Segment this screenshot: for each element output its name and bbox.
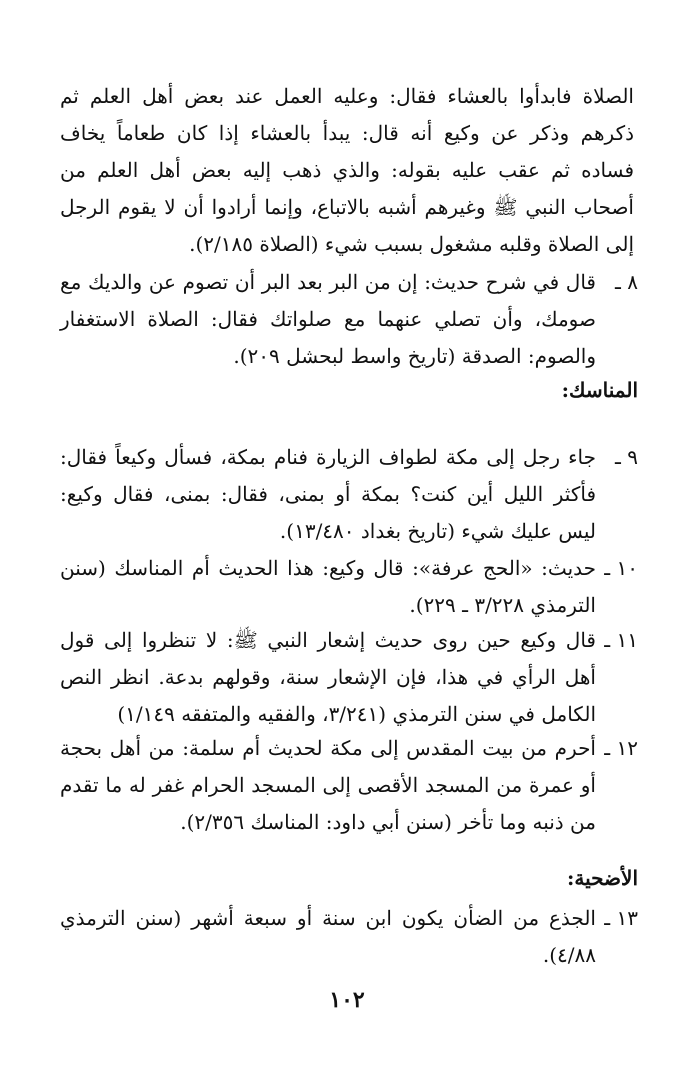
item-text: قال وكيع حين روى حديث إشعار النبي ﷺ: لا تنظروا إلى قول أهل الرأي في هذا، فإن الإشعار سنة، وقولهم بدعة. انظر النص الكامل في سنن الترمذي (٣/٢٤١، والفقيه والمتفقه ١/١٤٩) — [60, 628, 596, 726]
item-text: الجذع من الضأن يكون ابن سنة أو سبعة أشهر (سنن الترمذي ٤/٨٨). — [60, 906, 596, 967]
item-number: ٩ ـ — [615, 445, 638, 469]
item-number: ٨ ـ — [615, 270, 638, 294]
section-heading-udhiya: الأضحية: — [567, 866, 638, 890]
item-number: ١٣ ـ — [604, 906, 638, 930]
page-number: ١٠٢ — [329, 987, 365, 1013]
item-text: جاء رجل إلى مكة لطواف الزيارة فنام بمكة، فسأل وكيعاً فقال: فأكثر الليل أين كنت؟ بمكة أو بمنى، فقال: بمنى، فقال وكيع: ليس عليك شيء (تاريخ بغداد ١٣/٤٨٠). — [60, 445, 596, 543]
list-item-13 — [60, 900, 638, 974]
list-item-12 — [60, 730, 638, 841]
list-item-10 — [60, 550, 638, 624]
item-number: ١٠ ـ — [604, 556, 638, 580]
list-item-9 — [60, 439, 638, 550]
item-text: أحرم من بيت المقدس إلى مكة لحديث أم سلمة: من أهل بحجة أو عمرة من المسجد الأقصى إلى المسجد الحرام غفر له ما تقدم من ذنبه وما تأخر (سنن أبي داود: المناسك ٢/٣٥٦). — [60, 736, 596, 834]
list-item-11 — [60, 622, 638, 733]
section-heading-manasik: المناسك: — [561, 378, 638, 402]
item-number: ١٢ ـ — [604, 736, 638, 760]
item-number: ١١ ـ — [604, 628, 638, 652]
item-text: قال في شرح حديث: إن من البر بعد البر أن تصوم عن والديك مع صومك، وأن تصلي عنهما مع صلواتك فقال: الصلاة الاستغفار والصوم: الصدقة (تاريخ واسط لبحشل ٢٠٩). — [60, 270, 596, 368]
item-text: حديث: «الحج عرفة»: قال وكيع: هذا الحديث أم المناسك (سنن الترمذي ٣/٢٢٨ ـ ٢٢٩). — [60, 556, 596, 617]
list-item-8 — [60, 264, 638, 375]
intro-paragraph: الصلاة فابدأوا بالعشاء فقال: وعليه العمل عند بعض أهل العلم ثم ذكرهم وذكر عن وكيع أنه قال: يبدأ بالعشاء إذا كان طعاماً يخاف فساده ثم عقب عليه بقوله: والذي ذهب إليه بعض أهل العلم من أصحاب النبي ﷺ وغيرهم أشبه بالاتباع، وإنما أرادوا أن لا يقوم الرجل إلى الصلاة وقلبه مشغول بسبب شيء (الصلاة ٢/١٨٥). — [60, 84, 634, 256]
